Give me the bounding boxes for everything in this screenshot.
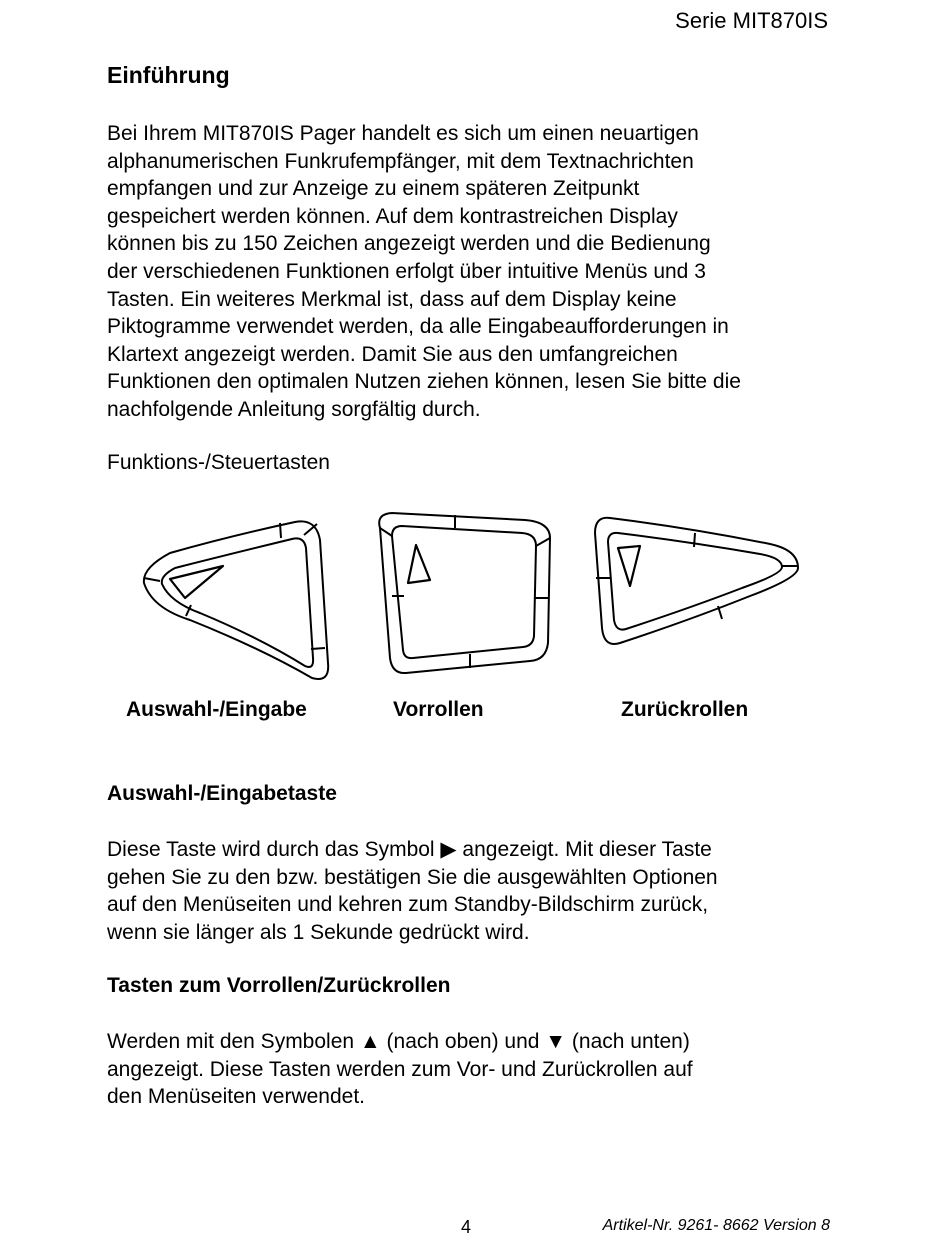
keys-illustration <box>130 478 810 688</box>
section-line: wenn sie länger als 1 Sekunde gedrückt wird. <box>107 920 530 944</box>
page-title: Einführung <box>107 62 230 88</box>
section-line: gehen Sie zu den bzw. bestätigen Sie die ausgewählten Optionen <box>107 865 718 889</box>
intro-line: Bei Ihrem MIT870IS Pager handelt es sich um einen neuartigen <box>107 122 699 145</box>
section-line: auf den Menüseiten und kehren zum Standby-Bildschirm zurück, <box>107 893 709 917</box>
select-key-section-body <box>107 836 867 946</box>
intro-line: Tasten. Ein weiteres Merkmal ist, dass auf dem Display keine <box>107 287 677 311</box>
intro-line: nachfolgende Anleitung sorgfältig durch. <box>107 397 481 421</box>
forward-key-label: Vorrollen <box>393 698 484 721</box>
intro-line: Funktionen den optimalen Nutzen ziehen können, lesen Sie bitte die <box>107 370 741 394</box>
intro-line: gespeichert werden können. Auf dem kontrastreichen Display <box>107 204 678 228</box>
intro-paragraph <box>107 120 867 424</box>
article-number: Artikel-Nr. 9261- 8662 Version 8 <box>602 1217 830 1234</box>
intro-line: können bis zu 150 Zeichen angezeigt werden und die Bedienung <box>107 232 711 256</box>
intro-line: der verschiedenen Funktionen erfolgt über intuitive Menüs und 3 <box>107 259 706 283</box>
scroll-keys-section-title: Tasten zum Vorrollen/Zurückrollen <box>107 974 451 997</box>
page-header: Serie MIT870IS <box>675 8 828 33</box>
page-number: 4 <box>461 1217 472 1237</box>
section-line: angezeigt. Diese Tasten werden zum Vor- und Zurückrollen auf <box>107 1057 693 1081</box>
select-key-label: Auswahl-/Eingabe <box>126 698 307 721</box>
scroll-keys-section-body <box>107 1028 867 1111</box>
scroll-back-key-icon <box>595 518 798 644</box>
keys-heading: Funktions-/Steuertasten <box>107 451 330 474</box>
intro-line: Piktogramme verwendet werden, da alle Eingabeaufforderungen in <box>107 315 729 339</box>
section-line: Diese Taste wird durch das Symbol ▶ angezeigt. Mit dieser Taste <box>107 838 712 861</box>
back-key-label: Zurückrollen <box>621 698 749 721</box>
section-line: den Menüseiten verwendet. <box>107 1085 365 1109</box>
select-key-section-title: Auswahl-/Eingabetaste <box>107 782 337 805</box>
select-key-icon <box>144 521 328 679</box>
scroll-forward-key-icon <box>379 513 550 673</box>
section-line: Werden mit den Symbolen ▲ (nach oben) und ▼ (nach unten) <box>107 1030 690 1053</box>
intro-line: alphanumerischen Funkrufempfänger, mit dem Textnachrichten <box>107 149 694 173</box>
intro-line: Klartext angezeigt werden. Damit Sie aus den umfangreichen <box>107 342 678 366</box>
intro-line: empfangen und zur Anzeige zu einem späteren Zeitpunkt <box>107 177 640 201</box>
